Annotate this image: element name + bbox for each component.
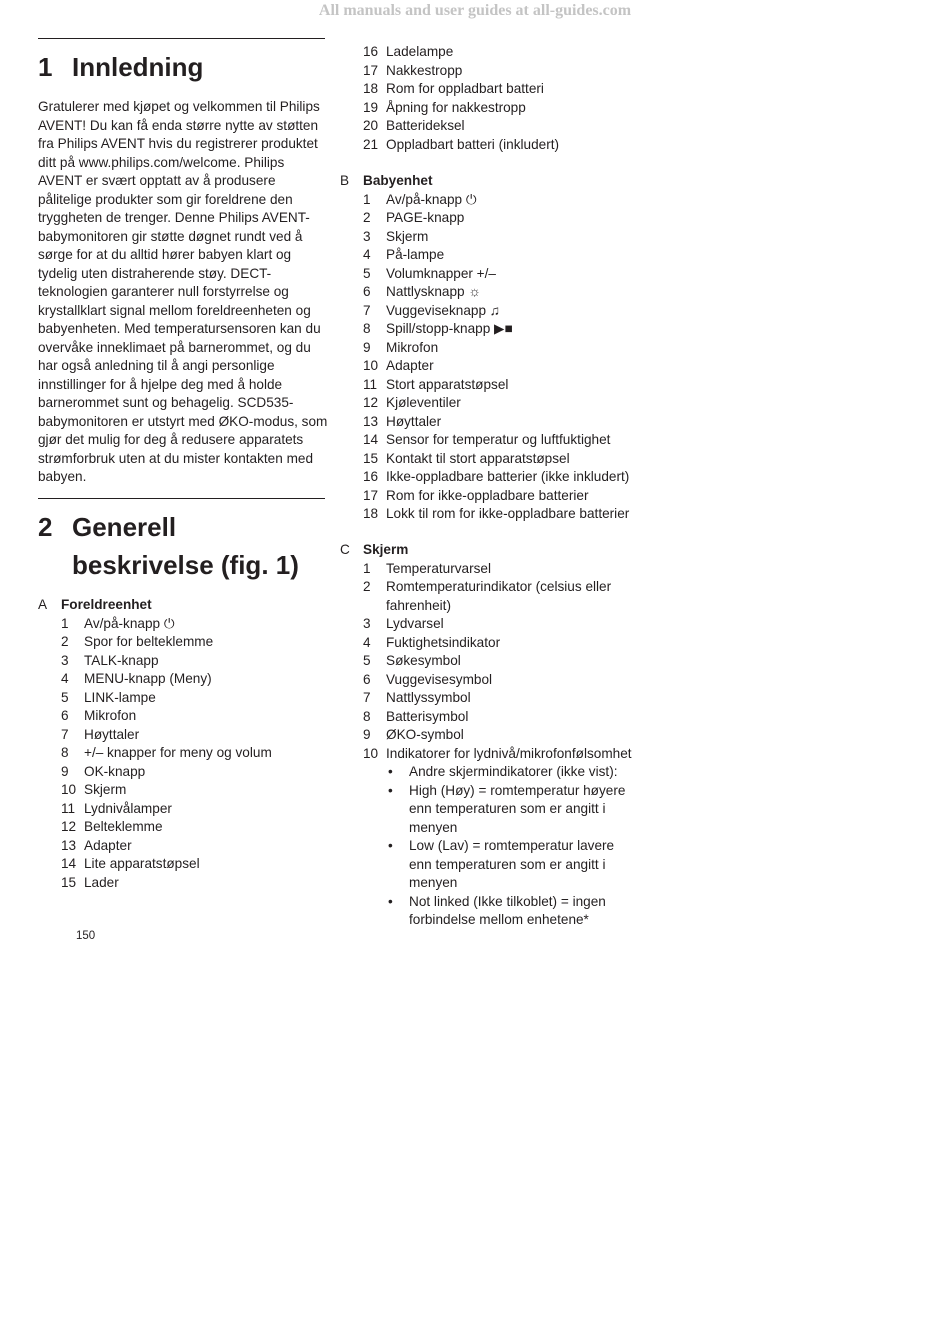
- item-number: 8: [363, 708, 371, 724]
- section-number: 1: [38, 52, 53, 82]
- item-text: Romtemperaturindikator (celsius eller: [386, 579, 612, 594]
- bullet-icon: •: [388, 838, 393, 853]
- item-text: Av/på-knapp ⏻: [84, 615, 175, 631]
- item-text: Nakkestropp: [386, 62, 463, 78]
- item-text: Lader: [84, 874, 119, 890]
- bullet-icon: •: [388, 782, 393, 798]
- watermark: All manuals and user guides at all-guides.com: [318, 2, 632, 19]
- item-text: Vuggevisesymbol: [386, 671, 493, 687]
- section-divider: [38, 498, 325, 499]
- item-number: 16: [363, 44, 379, 59]
- item-text: Spor for belteklemme: [84, 634, 214, 649]
- item-text: På-lampe: [386, 247, 445, 262]
- item-text: Åpning for nakkestropp: [386, 99, 526, 115]
- item-text: Ikke-oppladbare batterier (ikke inkludert): [386, 469, 630, 484]
- item-number: 11: [363, 376, 378, 392]
- item-number: 8: [61, 745, 69, 760]
- item-number: 18: [363, 81, 379, 96]
- item-text: Batterideksel: [386, 118, 465, 133]
- item-text: Søkesymbol: [386, 653, 461, 668]
- item-number: 9: [363, 339, 371, 355]
- item-number: 12: [61, 819, 77, 834]
- group-title: Skjerm: [363, 542, 409, 557]
- item-number: 13: [61, 837, 77, 853]
- item-number: 4: [363, 634, 371, 650]
- bullet-text: Not linked (Ikke tilkoblet) = ingen: [409, 893, 606, 909]
- section-title: Innledning: [72, 52, 204, 82]
- group-letter: C: [340, 542, 350, 557]
- page-number: 150: [76, 930, 96, 942]
- item-text: PAGE-knapp: [386, 210, 465, 225]
- item-text: Indikatorer for lydnivå/mikrofonfølsomhet: [386, 745, 632, 761]
- item-number: 16: [363, 469, 379, 484]
- item-text: Temperaturvarsel: [386, 560, 492, 576]
- item-number: 9: [61, 763, 69, 779]
- item-text: Lydvarsel: [386, 616, 444, 631]
- item-number: 2: [363, 579, 371, 594]
- item-number: 4: [363, 247, 371, 262]
- item-text: Stort apparatstøpsel: [386, 376, 509, 392]
- group-letter: A: [38, 597, 48, 612]
- bullet-text: enn temperaturen som er angitt i: [409, 856, 606, 872]
- bullet-text: Low (Lav) = romtemperatur lavere: [409, 838, 615, 853]
- item-number: 18: [363, 506, 379, 521]
- item-number: 1: [363, 560, 371, 576]
- item-number: 15: [61, 874, 77, 890]
- item-text: Skjerm: [386, 228, 429, 244]
- item-number: 6: [61, 708, 69, 723]
- group-letter: B: [340, 173, 350, 188]
- bullet-icon: •: [388, 764, 393, 779]
- item-number: 3: [363, 228, 371, 244]
- item-number: 3: [61, 652, 69, 668]
- item-number: 8: [363, 321, 371, 336]
- item-text: Lokk til rom for ikke-oppladbare batterier: [386, 506, 630, 521]
- bullet-text: enn temperaturen som er angitt i: [409, 801, 606, 816]
- item-text: Kjøleventiler: [386, 395, 461, 410]
- item-text: Lydnivålamper: [84, 800, 172, 816]
- item-text: Av/på-knapp ⏻: [386, 191, 477, 207]
- item-number: 10: [363, 358, 379, 373]
- item-number: 5: [363, 265, 371, 281]
- item-number: 10: [61, 782, 77, 797]
- section-divider: [38, 38, 325, 39]
- item-number: 10: [363, 745, 379, 761]
- item-text: Nattlyssymbol: [386, 690, 471, 705]
- item-number: 12: [363, 395, 379, 410]
- section-title-line1: Generell: [72, 512, 177, 542]
- bullet-text: Andre skjermindikatorer (ikke vist):: [409, 764, 618, 779]
- item-number: 17: [363, 62, 379, 78]
- section-number: 2: [38, 512, 53, 542]
- item-number: 7: [363, 302, 371, 318]
- item-number: 14: [61, 856, 77, 871]
- item-number: 13: [363, 413, 379, 429]
- item-text: Fuktighetsindikator: [386, 634, 501, 650]
- item-text: Rom for oppladbart batteri: [386, 81, 544, 96]
- item-text: Spill/stopp-knapp ▶■: [386, 321, 513, 336]
- item-text: Mikrofon: [84, 708, 137, 723]
- item-text: Høyttaler: [84, 726, 140, 742]
- item-number: 6: [363, 671, 371, 687]
- item-number: 14: [363, 432, 379, 447]
- intro-paragraph: Gratulerer med kjøpet og velkommen til Philips AVENT! Du kan få enda større nytte av støtten fra Philips AVENT hvis du registrerer produktet ditt på www.philips.com/welcome. Philips AVENT er svært opptatt av å produsere pålitelige produkter som gir foreldrene den tryggheten de trenger. Denne Philips AVENT-babymonitoren gir støtte døgnet rundt ved å sørge for at du alltid hører babyen klart og tydelig uten distraherende støy. DECT-teknologien garanterer null forstyrrelse og krystallklart signal mellom foreldreenheten og babyenheten. Med temperatursensoren kan du overvåke inneklimaet på barnerommet, og du har også anledning til å angi personlige innstillinger for å hjelpe deg med å holde barnerommet sunt og behagelig. SCD535-babymonitoren er utstyrt med ØKO-modus, som gjør det mulig for deg å redusere apparatets strømforbruk uten at du mister kontakten med babyen.: [38, 99, 328, 484]
- item-number: 5: [61, 689, 69, 705]
- item-text: Ladelampe: [386, 44, 454, 59]
- item-text: Oppladbart batteri (inkludert): [386, 136, 560, 152]
- item-number: 1: [363, 191, 371, 207]
- item-number: 9: [363, 727, 371, 742]
- item-number: 15: [363, 450, 379, 466]
- item-text: Adapter: [84, 837, 132, 853]
- item-number: 17: [363, 487, 379, 503]
- item-number: 1: [61, 615, 69, 631]
- item-text: Vuggeviseknapp ♫: [386, 302, 500, 318]
- item-text: Batterisymbol: [386, 708, 469, 724]
- item-text: Mikrofon: [386, 339, 439, 355]
- item-number: 4: [61, 671, 69, 686]
- item-text: Høyttaler: [386, 413, 442, 429]
- item-text: TALK-knapp: [84, 652, 159, 668]
- item-text: Adapter: [386, 358, 434, 373]
- item-text: OK-knapp: [84, 763, 146, 779]
- item-text-continued: fahrenheit): [386, 597, 451, 613]
- item-text: Lite apparatstøpsel: [84, 856, 200, 871]
- item-text: Nattlysknapp ☼: [386, 284, 481, 299]
- bullet-icon: •: [388, 893, 393, 909]
- item-number: 2: [61, 634, 69, 649]
- item-number: 20: [363, 118, 379, 133]
- section-title-line2: beskrivelse (fig. 1): [72, 550, 299, 580]
- item-number: 7: [363, 690, 371, 705]
- item-number: 19: [363, 99, 379, 115]
- bullet-text: menyen: [409, 819, 458, 835]
- bullet-text: forbindelse mellom enhetene*: [409, 912, 589, 927]
- item-number: 21: [363, 136, 379, 152]
- group-title: Babyenhet: [363, 173, 433, 188]
- item-text: Volumknapper +/–: [386, 265, 496, 281]
- item-number: 6: [363, 284, 371, 299]
- item-text: +/– knapper for meny og volum: [84, 745, 272, 760]
- bullet-text: High (Høy) = romtemperatur høyere: [409, 782, 626, 798]
- item-number: 2: [363, 210, 371, 225]
- item-text: ØKO-symbol: [386, 727, 464, 742]
- item-text: Sensor for temperatur og luftfuktighet: [386, 432, 611, 447]
- item-text: Belteklemme: [84, 819, 163, 834]
- bullet-text: menyen: [409, 875, 458, 890]
- group-title: Foreldreenhet: [61, 597, 152, 612]
- item-number: 7: [61, 726, 69, 742]
- item-text: Kontakt til stort apparatstøpsel: [386, 450, 570, 466]
- item-text: Rom for ikke-oppladbare batterier: [386, 487, 589, 503]
- item-text: MENU-knapp (Meny): [84, 671, 212, 686]
- item-text: LINK-lampe: [84, 689, 156, 705]
- item-number: 11: [61, 800, 76, 816]
- item-number: 5: [363, 653, 371, 668]
- item-number: 3: [363, 616, 371, 631]
- item-text: Skjerm: [84, 782, 127, 797]
